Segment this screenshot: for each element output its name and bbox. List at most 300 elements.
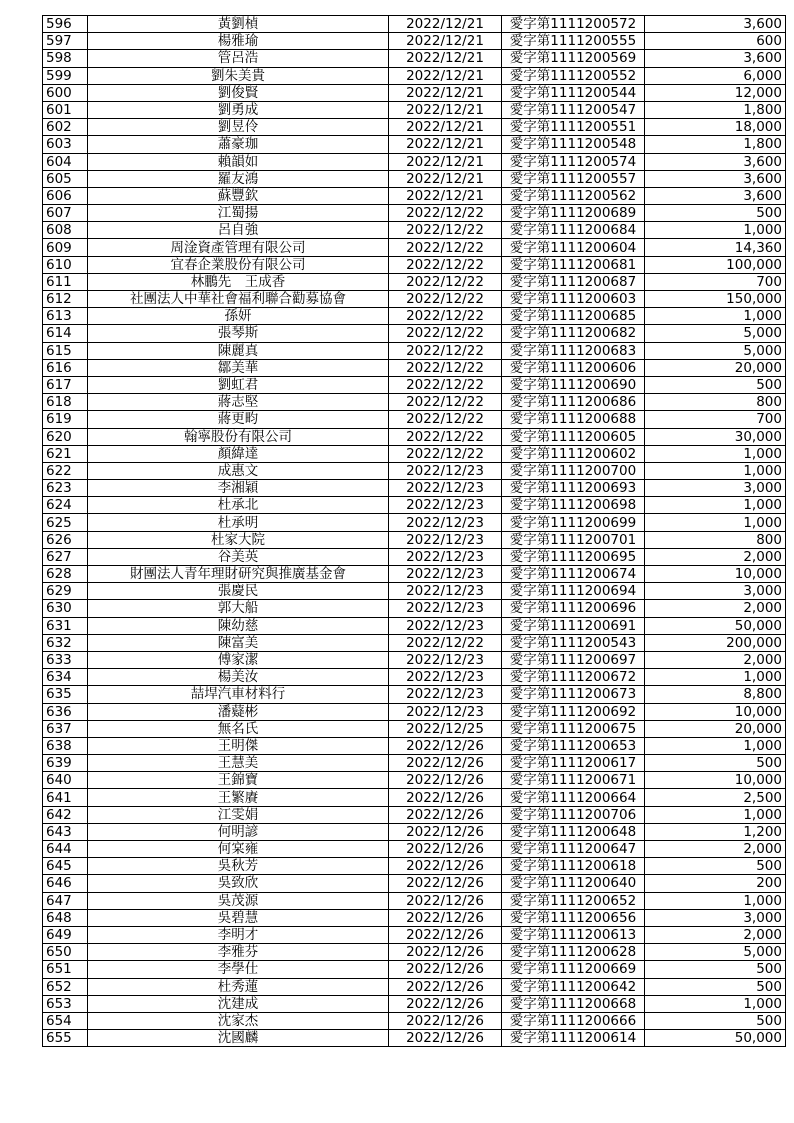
receipt-number: 愛字第1111200544 xyxy=(502,84,645,101)
receipt-number: 愛字第1111200672 xyxy=(502,669,645,686)
table-row xyxy=(43,153,786,170)
row-number: 623 xyxy=(43,480,88,497)
row-number: 607 xyxy=(43,205,88,222)
donation-date: 2022/12/22 xyxy=(389,222,502,239)
table-row xyxy=(43,291,786,308)
receipt-number: 愛字第1111200618 xyxy=(502,858,645,875)
receipt-number: 愛字第1111200682 xyxy=(502,325,645,342)
donor-name: 王繁賡 xyxy=(88,789,389,806)
donor-name: 孫妍 xyxy=(88,308,389,325)
receipt-number: 愛字第1111200572 xyxy=(502,16,645,33)
receipt-number: 愛字第1111200603 xyxy=(502,291,645,308)
row-number: 629 xyxy=(43,583,88,600)
table-row xyxy=(43,995,786,1012)
table-row xyxy=(43,823,786,840)
donation-amount: 1,000 xyxy=(645,222,786,239)
donor-name: 潘薿彬 xyxy=(88,703,389,720)
row-number: 650 xyxy=(43,944,88,961)
donation-date: 2022/12/22 xyxy=(389,205,502,222)
receipt-number: 愛字第1111200701 xyxy=(502,531,645,548)
donor-name: 傅家潔 xyxy=(88,651,389,668)
donor-name: 喆垾汽車材料行 xyxy=(88,686,389,703)
donation-amount: 600 xyxy=(645,33,786,50)
receipt-number: 愛字第1111200617 xyxy=(502,755,645,772)
donor-name: 財團法人青年理財研究與推廣基金會 xyxy=(88,566,389,583)
donation-amount: 3,000 xyxy=(645,909,786,926)
donor-name: 王明傑 xyxy=(88,737,389,754)
table-row xyxy=(43,16,786,33)
row-number: 599 xyxy=(43,67,88,84)
donation-amount: 800 xyxy=(645,394,786,411)
donation-amount: 500 xyxy=(645,978,786,995)
donation-date: 2022/12/26 xyxy=(389,789,502,806)
table-row xyxy=(43,480,786,497)
donor-name: 蔣更畇 xyxy=(88,411,389,428)
donor-name: 李湘穎 xyxy=(88,480,389,497)
donation-amount: 700 xyxy=(645,411,786,428)
donation-date: 2022/12/22 xyxy=(389,445,502,462)
receipt-number: 愛字第1111200674 xyxy=(502,566,645,583)
donation-date: 2022/12/26 xyxy=(389,1012,502,1029)
donation-date: 2022/12/23 xyxy=(389,669,502,686)
row-number: 654 xyxy=(43,1012,88,1029)
donation-date: 2022/12/26 xyxy=(389,995,502,1012)
donation-amount: 20,000 xyxy=(645,359,786,376)
donation-date: 2022/12/23 xyxy=(389,462,502,479)
donation-amount: 3,600 xyxy=(645,187,786,204)
donation-date: 2022/12/22 xyxy=(389,428,502,445)
donor-name: 管呂浩 xyxy=(88,50,389,67)
receipt-number: 愛字第1111200689 xyxy=(502,205,645,222)
table-row xyxy=(43,428,786,445)
row-number: 636 xyxy=(43,703,88,720)
row-number: 640 xyxy=(43,772,88,789)
donation-amount: 50,000 xyxy=(645,1030,786,1047)
donation-date: 2022/12/23 xyxy=(389,514,502,531)
row-number: 648 xyxy=(43,909,88,926)
donor-name: 杜家大院 xyxy=(88,531,389,548)
receipt-number: 愛字第1111200548 xyxy=(502,136,645,153)
receipt-number: 愛字第1111200628 xyxy=(502,944,645,961)
donation-date: 2022/12/21 xyxy=(389,50,502,67)
row-number: 626 xyxy=(43,531,88,548)
receipt-number: 愛字第1111200691 xyxy=(502,617,645,634)
receipt-number: 愛字第1111200640 xyxy=(502,875,645,892)
receipt-number: 愛字第1111200652 xyxy=(502,892,645,909)
donation-amount: 200 xyxy=(645,875,786,892)
donation-amount: 500 xyxy=(645,961,786,978)
table-row xyxy=(43,411,786,428)
row-number: 633 xyxy=(43,651,88,668)
donation-amount: 500 xyxy=(645,755,786,772)
receipt-number: 愛字第1111200671 xyxy=(502,772,645,789)
donor-name: 蔣志堅 xyxy=(88,394,389,411)
donation-amount: 2,000 xyxy=(645,651,786,668)
donation-date: 2022/12/26 xyxy=(389,823,502,840)
donation-amount: 3,600 xyxy=(645,153,786,170)
donation-date: 2022/12/22 xyxy=(389,376,502,393)
receipt-number: 愛字第1111200613 xyxy=(502,926,645,943)
row-number: 611 xyxy=(43,273,88,290)
donation-amount: 2,000 xyxy=(645,841,786,858)
receipt-number: 愛字第1111200555 xyxy=(502,33,645,50)
receipt-number: 愛字第1111200694 xyxy=(502,583,645,600)
receipt-number: 愛字第1111200695 xyxy=(502,548,645,565)
table-row xyxy=(43,376,786,393)
donor-name: 杜承明 xyxy=(88,514,389,531)
donor-name: 杜秀蓮 xyxy=(88,978,389,995)
row-number: 609 xyxy=(43,239,88,256)
donation-date: 2022/12/23 xyxy=(389,566,502,583)
row-number: 624 xyxy=(43,497,88,514)
donor-name: 王慧美 xyxy=(88,755,389,772)
donor-name: 呂自強 xyxy=(88,222,389,239)
row-number: 642 xyxy=(43,806,88,823)
row-number: 604 xyxy=(43,153,88,170)
donation-amount: 2,000 xyxy=(645,926,786,943)
table-row xyxy=(43,858,786,875)
donation-amount: 8,800 xyxy=(645,686,786,703)
donation-amount: 500 xyxy=(645,205,786,222)
donation-amount: 1,000 xyxy=(645,892,786,909)
donation-amount: 700 xyxy=(645,273,786,290)
donor-name: 劉勇成 xyxy=(88,101,389,118)
donor-name: 羅友鴻 xyxy=(88,170,389,187)
table-row xyxy=(43,84,786,101)
donation-date: 2022/12/21 xyxy=(389,153,502,170)
donation-amount: 6,000 xyxy=(645,67,786,84)
receipt-number: 愛字第1111200614 xyxy=(502,1030,645,1047)
donor-name: 沈家杰 xyxy=(88,1012,389,1029)
donation-date: 2022/12/23 xyxy=(389,617,502,634)
donation-amount: 12,000 xyxy=(645,84,786,101)
donation-amount: 1,800 xyxy=(645,101,786,118)
table-row xyxy=(43,33,786,50)
donation-amount: 20,000 xyxy=(645,720,786,737)
donation-amount: 1,000 xyxy=(645,995,786,1012)
donor-name: 王錦寶 xyxy=(88,772,389,789)
donor-name: 吳致欣 xyxy=(88,875,389,892)
donation-date: 2022/12/26 xyxy=(389,961,502,978)
row-number: 646 xyxy=(43,875,88,892)
donor-name: 林鵬先 王成香 xyxy=(88,273,389,290)
row-number: 625 xyxy=(43,514,88,531)
donor-name: 顏緯達 xyxy=(88,445,389,462)
donation-amount: 2,000 xyxy=(645,548,786,565)
donation-date: 2022/12/21 xyxy=(389,16,502,33)
donation-date: 2022/12/23 xyxy=(389,686,502,703)
donation-date: 2022/12/23 xyxy=(389,480,502,497)
row-number: 615 xyxy=(43,342,88,359)
table-row xyxy=(43,308,786,325)
donor-name: 吳茂源 xyxy=(88,892,389,909)
donation-amount: 18,000 xyxy=(645,119,786,136)
row-number: 620 xyxy=(43,428,88,445)
receipt-number: 愛字第1111200547 xyxy=(502,101,645,118)
receipt-number: 愛字第1111200673 xyxy=(502,686,645,703)
donation-amount: 1,000 xyxy=(645,669,786,686)
receipt-number: 愛字第1111200604 xyxy=(502,239,645,256)
table-row xyxy=(43,170,786,187)
donation-date: 2022/12/22 xyxy=(389,394,502,411)
receipt-number: 愛字第1111200569 xyxy=(502,50,645,67)
donor-name: 劉朱美貴 xyxy=(88,67,389,84)
receipt-number: 愛字第1111200684 xyxy=(502,222,645,239)
receipt-number: 愛字第1111200543 xyxy=(502,634,645,651)
table-row xyxy=(43,686,786,703)
receipt-number: 愛字第1111200685 xyxy=(502,308,645,325)
donation-amount: 2,000 xyxy=(645,600,786,617)
donation-date: 2022/12/21 xyxy=(389,101,502,118)
table-row xyxy=(43,669,786,686)
donor-name: 劉俊賢 xyxy=(88,84,389,101)
receipt-number: 愛字第1111200683 xyxy=(502,342,645,359)
donor-name: 谷美英 xyxy=(88,548,389,565)
donation-date: 2022/12/21 xyxy=(389,119,502,136)
table-row xyxy=(43,136,786,153)
table-row xyxy=(43,1030,786,1047)
row-number: 634 xyxy=(43,669,88,686)
donation-date: 2022/12/25 xyxy=(389,720,502,737)
donor-name: 張慶民 xyxy=(88,583,389,600)
donation-amount: 10,000 xyxy=(645,703,786,720)
receipt-number: 愛字第1111200686 xyxy=(502,394,645,411)
donation-amount: 500 xyxy=(645,1012,786,1029)
donation-amount: 3,600 xyxy=(645,50,786,67)
donation-date: 2022/12/22 xyxy=(389,273,502,290)
donation-amount: 100,000 xyxy=(645,256,786,273)
donation-date: 2022/12/22 xyxy=(389,359,502,376)
donation-amount: 500 xyxy=(645,376,786,393)
receipt-number: 愛字第1111200675 xyxy=(502,720,645,737)
table-row xyxy=(43,978,786,995)
donor-name: 蕭豪珈 xyxy=(88,136,389,153)
donation-date: 2022/12/23 xyxy=(389,583,502,600)
donation-amount: 2,500 xyxy=(645,789,786,806)
donor-name: 賴韻如 xyxy=(88,153,389,170)
donor-name: 郭大船 xyxy=(88,600,389,617)
donor-name: 沈建成 xyxy=(88,995,389,1012)
receipt-number: 愛字第1111200699 xyxy=(502,514,645,531)
row-number: 597 xyxy=(43,33,88,50)
donor-name: 李雅芬 xyxy=(88,944,389,961)
donation-date: 2022/12/26 xyxy=(389,806,502,823)
receipt-number: 愛字第1111200602 xyxy=(502,445,645,462)
receipt-number: 愛字第1111200690 xyxy=(502,376,645,393)
donation-amount: 1,000 xyxy=(645,445,786,462)
row-number: 596 xyxy=(43,16,88,33)
row-number: 630 xyxy=(43,600,88,617)
donation-date: 2022/12/23 xyxy=(389,531,502,548)
donation-date: 2022/12/26 xyxy=(389,737,502,754)
donor-name: 翰寧股份有限公司 xyxy=(88,428,389,445)
receipt-number: 愛字第1111200669 xyxy=(502,961,645,978)
donation-amount: 30,000 xyxy=(645,428,786,445)
row-number: 601 xyxy=(43,101,88,118)
donation-date: 2022/12/21 xyxy=(389,136,502,153)
donor-name: 楊雅瑜 xyxy=(88,33,389,50)
table-row xyxy=(43,841,786,858)
donation-date: 2022/12/22 xyxy=(389,239,502,256)
donation-amount: 3,600 xyxy=(645,170,786,187)
donor-name: 陳富美 xyxy=(88,634,389,651)
donation-amount: 1,000 xyxy=(645,806,786,823)
receipt-number: 愛字第1111200700 xyxy=(502,462,645,479)
table-row xyxy=(43,755,786,772)
donation-date: 2022/12/26 xyxy=(389,909,502,926)
table-row xyxy=(43,256,786,273)
table-row xyxy=(43,944,786,961)
receipt-number: 愛字第1111200647 xyxy=(502,841,645,858)
donation-amount: 5,000 xyxy=(645,944,786,961)
row-number: 614 xyxy=(43,325,88,342)
donation-date: 2022/12/26 xyxy=(389,841,502,858)
row-number: 627 xyxy=(43,548,88,565)
table-row xyxy=(43,50,786,67)
donation-amount: 3,000 xyxy=(645,583,786,600)
donation-amount: 10,000 xyxy=(645,772,786,789)
receipt-number: 愛字第1111200648 xyxy=(502,823,645,840)
table-row xyxy=(43,892,786,909)
table-row xyxy=(43,583,786,600)
table-row xyxy=(43,325,786,342)
table-row xyxy=(43,273,786,290)
donor-name: 杜承北 xyxy=(88,497,389,514)
donation-date: 2022/12/26 xyxy=(389,944,502,961)
table-row xyxy=(43,772,786,789)
donation-date: 2022/12/23 xyxy=(389,497,502,514)
table-row xyxy=(43,394,786,411)
donation-amount: 800 xyxy=(645,531,786,548)
table-row xyxy=(43,205,786,222)
receipt-number: 愛字第1111200692 xyxy=(502,703,645,720)
row-number: 618 xyxy=(43,394,88,411)
donation-amount: 50,000 xyxy=(645,617,786,634)
table-row xyxy=(43,720,786,737)
donation-date: 2022/12/26 xyxy=(389,926,502,943)
donation-date: 2022/12/21 xyxy=(389,187,502,204)
receipt-number: 愛字第1111200557 xyxy=(502,170,645,187)
table-row xyxy=(43,961,786,978)
donor-name: 黃劉楨 xyxy=(88,16,389,33)
donor-name: 吳秋芳 xyxy=(88,858,389,875)
row-number: 649 xyxy=(43,926,88,943)
donation-date: 2022/12/22 xyxy=(389,342,502,359)
row-number: 622 xyxy=(43,462,88,479)
donation-date: 2022/12/22 xyxy=(389,325,502,342)
row-number: 610 xyxy=(43,256,88,273)
table-row xyxy=(43,703,786,720)
donation-date: 2022/12/26 xyxy=(389,875,502,892)
table-row xyxy=(43,875,786,892)
table-row xyxy=(43,514,786,531)
donation-amount: 1,000 xyxy=(645,514,786,531)
table-row xyxy=(43,737,786,754)
donor-name: 無名氏 xyxy=(88,720,389,737)
table-row xyxy=(43,600,786,617)
donor-name: 陳麗真 xyxy=(88,342,389,359)
donor-name: 沈國麟 xyxy=(88,1030,389,1047)
donor-name: 蘇豐欽 xyxy=(88,187,389,204)
donation-date: 2022/12/23 xyxy=(389,600,502,617)
receipt-number: 愛字第1111200551 xyxy=(502,119,645,136)
table-row xyxy=(43,651,786,668)
receipt-number: 愛字第1111200552 xyxy=(502,67,645,84)
donation-date: 2022/12/26 xyxy=(389,1030,502,1047)
receipt-number: 愛字第1111200668 xyxy=(502,995,645,1012)
receipt-number: 愛字第1111200688 xyxy=(502,411,645,428)
receipt-number: 愛字第1111200698 xyxy=(502,497,645,514)
receipt-number: 愛字第1111200562 xyxy=(502,187,645,204)
donor-name: 鄒美華 xyxy=(88,359,389,376)
donation-date: 2022/12/22 xyxy=(389,411,502,428)
donor-name: 李學仕 xyxy=(88,961,389,978)
donation-date: 2022/12/26 xyxy=(389,978,502,995)
row-number: 619 xyxy=(43,411,88,428)
donor-name: 成惠文 xyxy=(88,462,389,479)
donation-amount: 3,600 xyxy=(645,16,786,33)
receipt-number: 愛字第1111200574 xyxy=(502,153,645,170)
ledger-body xyxy=(43,16,786,1047)
table-row xyxy=(43,119,786,136)
table-row xyxy=(43,497,786,514)
receipt-number: 愛字第1111200656 xyxy=(502,909,645,926)
donation-amount: 150,000 xyxy=(645,291,786,308)
receipt-number: 愛字第1111200605 xyxy=(502,428,645,445)
donor-name: 陳幼慈 xyxy=(88,617,389,634)
row-number: 608 xyxy=(43,222,88,239)
donation-amount: 1,000 xyxy=(645,737,786,754)
donation-date: 2022/12/22 xyxy=(389,308,502,325)
donor-name: 宜春企業股份有限公司 xyxy=(88,256,389,273)
donor-name: 劉昱伶 xyxy=(88,119,389,136)
table-row xyxy=(43,67,786,84)
table-row xyxy=(43,462,786,479)
donor-name: 江蜀揚 xyxy=(88,205,389,222)
row-number: 605 xyxy=(43,170,88,187)
donation-date: 2022/12/21 xyxy=(389,170,502,187)
row-number: 647 xyxy=(43,892,88,909)
donation-date: 2022/12/21 xyxy=(389,84,502,101)
row-number: 602 xyxy=(43,119,88,136)
donation-date: 2022/12/26 xyxy=(389,858,502,875)
row-number: 655 xyxy=(43,1030,88,1047)
table-row xyxy=(43,617,786,634)
donation-amount: 1,000 xyxy=(645,497,786,514)
table-row xyxy=(43,531,786,548)
donor-name: 社團法人中華社會福利聯合勸募協會 xyxy=(88,291,389,308)
row-number: 598 xyxy=(43,50,88,67)
table-row xyxy=(43,359,786,376)
donation-date: 2022/12/22 xyxy=(389,256,502,273)
receipt-number: 愛字第1111200687 xyxy=(502,273,645,290)
receipt-number: 愛字第1111200666 xyxy=(502,1012,645,1029)
row-number: 631 xyxy=(43,617,88,634)
donor-name: 江雯娟 xyxy=(88,806,389,823)
table-row xyxy=(43,187,786,204)
donation-amount: 1,800 xyxy=(645,136,786,153)
donation-amount: 1,000 xyxy=(645,308,786,325)
row-number: 643 xyxy=(43,823,88,840)
row-number: 653 xyxy=(43,995,88,1012)
receipt-number: 愛字第1111200697 xyxy=(502,651,645,668)
receipt-number: 愛字第1111200706 xyxy=(502,806,645,823)
table-row xyxy=(43,342,786,359)
table-row xyxy=(43,548,786,565)
donation-date: 2022/12/22 xyxy=(389,291,502,308)
table-row xyxy=(43,566,786,583)
table-row xyxy=(43,1012,786,1029)
